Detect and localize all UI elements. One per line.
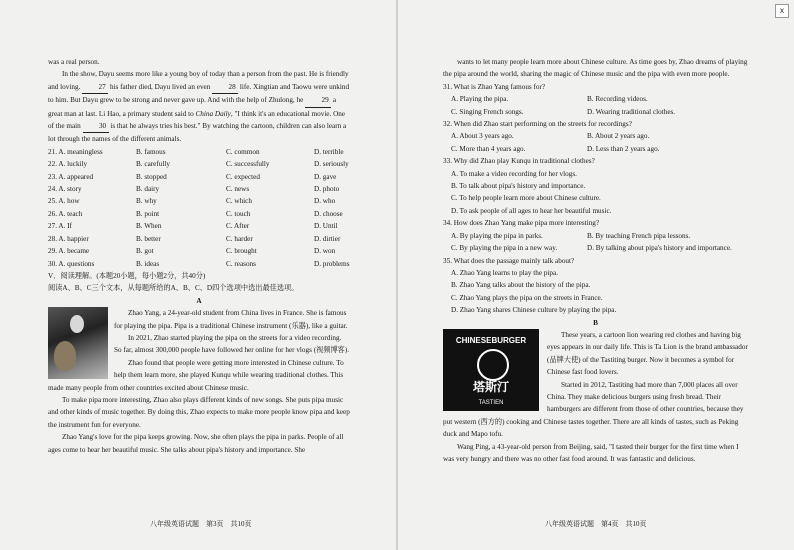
option: C. To help people learn more about Chinese culture. [451, 194, 601, 203]
paragraph: These years, a cartoon lion wearing red clothes and having big eyes appears in our daily life. This is Ta Lion is the brand ambassador (品牌大使) of the Tastiting burger. Now it becomes a symbol for Chinese fast food lovers. [547, 330, 748, 377]
tastien-logo: CHINESEBURGER 塔斯汀 TASTIEN [443, 329, 539, 411]
option: C. successfully [226, 160, 270, 169]
passage-a-continued: wants to let many people learn more about Chinese culture. As time goes by, Zhao dreams of playing the pipa around the world, sharing the magic of Chinese music and the pipa with even more people. [443, 58, 748, 79]
intro-line: was a real person. [48, 58, 100, 66]
option-row [443, 230, 748, 242]
option: D. won [314, 247, 336, 256]
option: 23. A. appeared [48, 172, 94, 181]
newspaper-name: China Daily [195, 109, 231, 118]
option: 21. A. meaningless [48, 147, 103, 156]
blank-27: 27 [82, 81, 108, 94]
option: D. To ask people of all ages to hear her beautiful music. [451, 206, 612, 215]
option: C. touch [226, 209, 251, 218]
option-row [443, 93, 748, 105]
option: C. reasons [226, 259, 256, 268]
paragraph: Zhao Yang, a 24-year-old student from China lives in France. She is famous for playing the pipa. Pipa is a traditional Chinese instrument (乐器), like a guitar. [114, 309, 348, 330]
option-row [443, 130, 748, 142]
option: 26. A. teach [48, 209, 83, 218]
option: C. Zhao Yang plays the pipa on the streets in France. [451, 293, 603, 302]
option: D. who [314, 197, 336, 206]
passage-a-label: A [196, 296, 202, 305]
option: C. Singing French songs. [451, 107, 524, 116]
option: B. Recording videos. [587, 95, 648, 104]
option: D. Wearing traditional clothes. [587, 107, 676, 116]
option: D. terrible [314, 147, 344, 156]
corner-mark: x [775, 4, 789, 18]
blank-28: 28 [212, 81, 238, 94]
option: D. problems [314, 259, 350, 268]
option: B. dairy [136, 185, 160, 194]
question: 32. When did Zhao start performing on the streets for recordings? [443, 120, 632, 129]
option: C. By playing the pipa in a new way. [451, 244, 558, 253]
question: 33. Why did Zhao play Kunqu in traditional clothes? [443, 157, 595, 166]
paragraph: Zhao Yang's love for the pipa keeps growing. Now, she often plays the pipa in parks. People of all ages come to hear her beautiful music. She talks about pipa's history and importance. She [48, 433, 344, 454]
option-row [48, 258, 350, 270]
paragraph: Wang Ping, a 43-year-old person from Beijing, said, "I tasted their burger for the first time when I was very hungry and there was no other fast food around. It was fantastic and delicious. [443, 442, 739, 463]
option: B. About 2 years ago. [587, 132, 650, 141]
option: A. About 3 years ago. [451, 132, 514, 141]
option: C. expected [226, 172, 260, 181]
page-fold [396, 0, 398, 550]
footer-page-4: 八年级英语试题 第4页 共10页 [545, 520, 647, 528]
pipa-player-photo [48, 307, 108, 379]
option: 29. A. became [48, 247, 90, 256]
paragraph: Started in 2012, Tastiting had more than 7,000 places all over China. They make delicious burgers using fresh bread. Their hamburgers are different from those of other countries, because they put western (西方的) cooking and Chinese tastes together. There are all kinds of tastes, such as Peking duck and Mapo tofu. [443, 380, 744, 439]
option: B. stopped [136, 172, 167, 181]
option-row [48, 195, 350, 207]
paragraph: To make pipa more interesting, Zhao also plays different kinds of new songs. She puts pipa music and other kinds of music together. By doing this, Zhao expects to make more people know pipa and keep the instrument fun for everyone. [48, 395, 350, 429]
option: B. point [136, 209, 160, 218]
option: D. dirtier [314, 234, 341, 243]
option-row [48, 183, 350, 195]
option: D. photo [314, 185, 340, 194]
option-row [443, 143, 748, 155]
passage-b-label: B [593, 318, 598, 327]
question: 31. What is Zhao Yang famous for? [443, 82, 546, 91]
option: D. choose [314, 209, 343, 218]
option: B. To talk about pipa's history and importance. [451, 182, 586, 191]
questions-31-35 [443, 81, 748, 317]
question: 34. How does Zhao Yang make pipa more interesting? [443, 219, 600, 228]
section-instruction: 阅读A、B、C三个文本，从每题所给的A、B、C、D四个选项中选出最佳选项。 [48, 284, 299, 293]
option: 25. A. how [48, 197, 80, 206]
option: D. Less than 2 years ago. [587, 144, 660, 153]
option: D. gave [314, 172, 337, 181]
option: C. harder [226, 234, 253, 243]
paragraph: Zhao found that people were getting more interested in Chinese culture. To help them learn more, she played Kunqu while wearing traditional clothes. This made many people from other countries excited about Chinese music. [48, 358, 344, 392]
option: D. Until [314, 222, 338, 231]
option: A. By playing the pipa in parks. [451, 231, 543, 240]
option: D. By talking about pipa's history and importance. [587, 244, 732, 253]
option: 30. A. questions [48, 259, 95, 268]
option: C. brought [226, 247, 257, 256]
page-4 [443, 56, 748, 465]
option: B. famous [136, 147, 166, 156]
option: 27. A. If [48, 222, 72, 231]
option: A. To make a video recording for her vlogs. [451, 169, 577, 178]
option: C. news [226, 185, 250, 194]
blank-30: 30 [83, 120, 109, 133]
option: B. why [136, 197, 157, 206]
cloze-paragraph: In the show, Dayu seems more like a young boy of today than a person from the past. He is friendly and loving. 27 his father died, Dayu lived an even 28 life. Xingtian and Taowu were unkind to him. But Dayu grew to be strong and never gave up. And with the help of Zhulong, he 29 a great man at last. Li Hao, a primary student said to China Daily, "I think it's an educational movie. One of the main 30 is that he always tries his best." By watching the cartoon, children can also learn a lot through the names of the different animals. [48, 70, 350, 144]
option: A. Zhao Yang learns to play the pipa. [451, 268, 558, 277]
option-row [48, 146, 350, 158]
option: B. carefully [136, 160, 170, 169]
option: 24. A. story [48, 185, 82, 194]
option: D. seriously [314, 160, 349, 169]
option-row [48, 208, 350, 220]
option-row [48, 220, 350, 232]
option: B. better [136, 234, 161, 243]
lion-mask-icon [477, 349, 509, 381]
paragraph: In 2021, Zhao started playing the pipa on the streets for a video recording. So far, almost 300,000 people have followed her online for her vlogs (视频博客). [114, 333, 350, 355]
option: C. More than 4 years ago. [451, 144, 526, 153]
option: C. which [226, 197, 252, 206]
section-title: V．阅读理解。(本题20小题，每小题2分，共40分) [48, 271, 206, 280]
option: 28. A. happier [48, 234, 89, 243]
option: B. Zhao Yang talks about the history of the pipa. [451, 281, 591, 290]
blank-29: 29 [305, 94, 331, 107]
option-row [48, 233, 350, 245]
footer-page-3: 八年级英语试题 第3页 共10页 [150, 520, 252, 528]
option-row [443, 242, 748, 254]
option: B. By teaching French pipa lessons. [587, 231, 691, 240]
option: C. common [226, 147, 260, 156]
option-row [48, 245, 350, 257]
option-row [48, 158, 350, 170]
option: 22. A. luckily [48, 160, 88, 169]
page-3 [48, 56, 350, 456]
option: D. Zhao Yang shares Chinese culture by playing the pipa. [451, 306, 617, 315]
question: 35. What does the passage mainly talk about? [443, 256, 575, 265]
option-row [48, 171, 350, 183]
option-row [443, 106, 748, 118]
cloze-options [48, 146, 350, 270]
option: C. After [226, 222, 250, 231]
option: B. ideas [136, 259, 160, 268]
option: A. Playing the pipa. [451, 95, 509, 104]
option: B. When [136, 222, 162, 231]
option: B. got [136, 247, 154, 256]
